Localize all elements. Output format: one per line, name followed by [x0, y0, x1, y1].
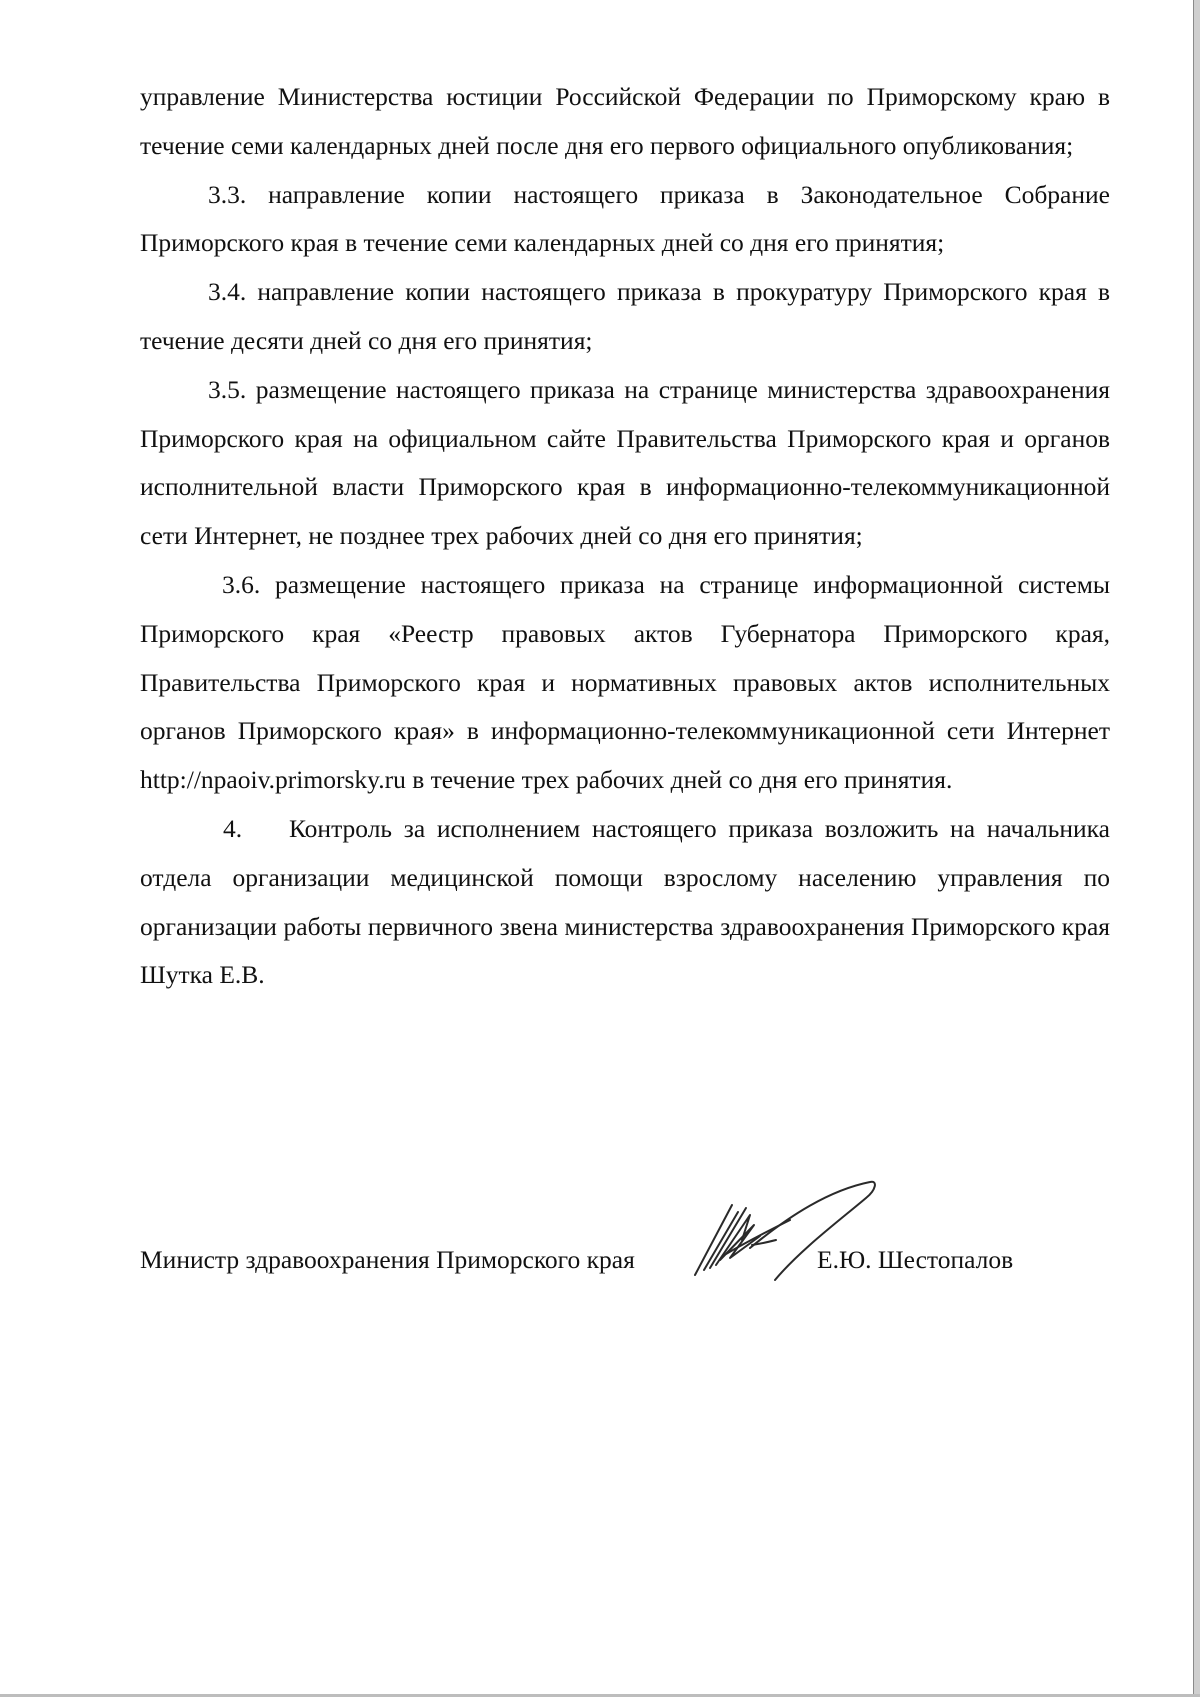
- paragraph-3-4: 3.4. направление копии настоящего приказа в прокуратуру Приморского края в течение десяти дней со дня его принятия;: [140, 277, 1110, 355]
- scan-edge-right: [1193, 0, 1200, 1697]
- signer-name: Е.Ю. Шестопалов: [817, 1245, 1014, 1274]
- handwritten-signature: [690, 1170, 890, 1290]
- paragraph-3-6: 3.6. размещение настоящего приказа на странице информационной системы Приморского края «Реестр правовых актов Губернатора Приморского края, Правительства Приморского края и нормативных правовых актов исполнительных органов Приморского края» в информационно-телекоммуникационной сети Интернет http://npaoiv.primorsky.ru в течение трех рабочих дней со дня его принятия.: [140, 569, 1110, 795]
- document-body: [140, 73, 1117, 1000]
- paragraph-3-3: 3.3. направление копии настоящего приказа в Законодательное Собрание Приморского края в течение семи календарных дней со дня его принятия;: [140, 179, 1110, 258]
- signature-block: [140, 1240, 1070, 1280]
- paragraph-4: 4. Контроль за исполнением настоящего приказа возложить на начальника отдела организации медицинской помощи взрослому населению управления по организации работы первичного звена министерства здравоохранения Приморского края Шутка Е.В.: [140, 813, 1117, 990]
- paragraph-continuation: управление Министерства юстиции Российской Федерации по Приморскому краю в течение семи календарных дней после дня его первого официального опубликования;: [140, 82, 1110, 160]
- paragraph-3-5: 3.5. размещение настоящего приказа на странице министерства здравоохранения Приморского края на официальном сайте Правительства Приморского края и органов исполнительной власти Приморского края в информационно-телекоммуникационной сети Интернет, не позднее трех рабочих дней со дня его принятия;: [140, 374, 1110, 551]
- signer-position: Министр здравоохранения Приморского края: [140, 1245, 635, 1274]
